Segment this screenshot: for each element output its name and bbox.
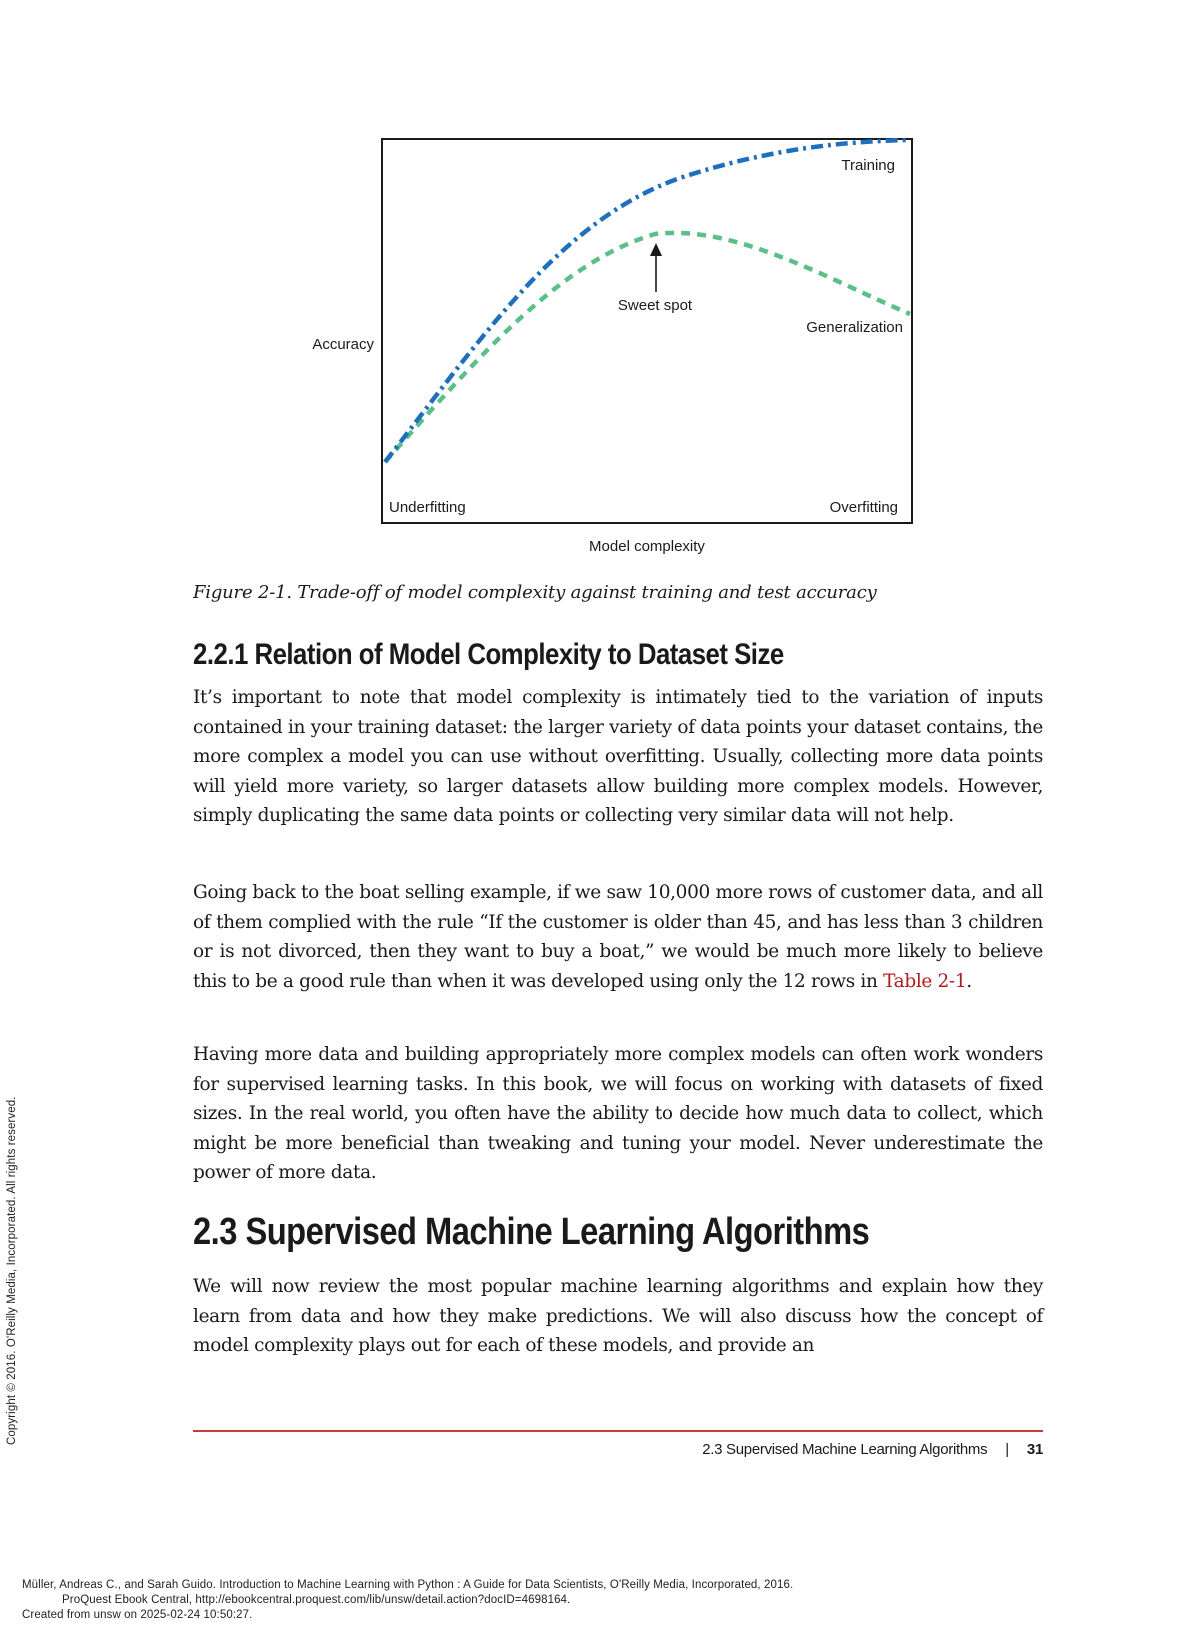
citation-line-2: ProQuest Ebook Central, http://ebookcentral.proquest.com/lib/unsw/detail.action?docID=4698164.: [62, 1594, 571, 1606]
underfitting-label: Underfitting: [389, 499, 466, 516]
sweet-spot-label: Sweet spot: [617, 297, 693, 314]
table-2-1-link[interactable]: Table 2-1: [883, 970, 967, 992]
footer-rule: [193, 1430, 1043, 1432]
figure-caption: Figure 2-1. Trade-off of model complexity against training and test accuracy: [193, 582, 877, 603]
page-number: 31: [1026, 1441, 1043, 1458]
training-label: Training: [841, 157, 895, 174]
figure-2-1: [0, 0, 1200, 570]
running-footer-title: 2.3 Supervised Machine Learning Algorithms: [702, 1441, 988, 1458]
x-axis-label: Model complexity: [589, 538, 705, 555]
section-heading-2-3: 2.3 Supervised Machine Learning Algorithms: [193, 1211, 870, 1253]
generalization-curve: [385, 233, 910, 462]
body-paragraph: It’s important to note that model complexity is intimately tied to the variation of inputs contained in your training dataset: the larger variety of data points your dataset contains, the more complex a model you can use without overfitting. Usually, collecting more data points will yield more variety, so larger datasets allow building more complex models. However, simply duplicating the same data points or collecting very similar data will not help.: [193, 687, 1043, 826]
generalization-label: Generalization: [806, 319, 903, 336]
overfitting-label: Overfitting: [829, 499, 898, 516]
body-paragraph: We will now review the most popular machine learning algorithms and explain how they learn from data and how they make predictions. We will also discuss how the concept of model complexity plays out for each of these models, and provide an: [193, 1276, 1043, 1356]
complexity-accuracy-diagram: [0, 0, 1200, 570]
citation-line-3: Created from unsw on 2025-02-24 10:50:27.: [22, 1609, 253, 1621]
paragraph-text: Going back to the boat selling example, if we saw 10,000 more rows of customer data, and all of them complied with the rule “If the customer is older than 45, and has less than 3 children or is not divorced, then they want to buy a boat,” we would be much more likely to believe this to be a good rule than when it was developed using only the 12 rows in: [193, 882, 1043, 992]
y-axis-label: Accuracy: [312, 336, 374, 353]
body-paragraph: Having more data and building appropriately more complex models can often work wonders for supervised learning tasks. In this book, we will focus on working with datasets of fixed sizes. In the real world, you often have the ability to decide how much data to collect, which might be more beneficial than tweaking and tuning your model. Never underestimate the power of more data.: [193, 1044, 1043, 1183]
body-paragraph: [193, 878, 1043, 996]
paragraph-text: .: [966, 970, 972, 992]
side-copyright: Copyright © 2016. O'Reilly Media, Incorporated. All rights reserved.: [6, 1096, 18, 1445]
running-footer: [702, 1441, 1043, 1458]
footer-separator: |: [1005, 1441, 1009, 1458]
citation-block: [22, 1578, 793, 1623]
citation-line-1: Müller, Andreas C., and Sarah Guido. Introduction to Machine Learning with Python : A Guide for Data Scientists, O'Reilly Media, Incorporated, 2016.: [22, 1579, 794, 1591]
section-heading-2-2-1: 2.2.1 Relation of Model Complexity to Dataset Size: [193, 638, 784, 671]
sweet-spot-arrow-head: [650, 243, 662, 256]
